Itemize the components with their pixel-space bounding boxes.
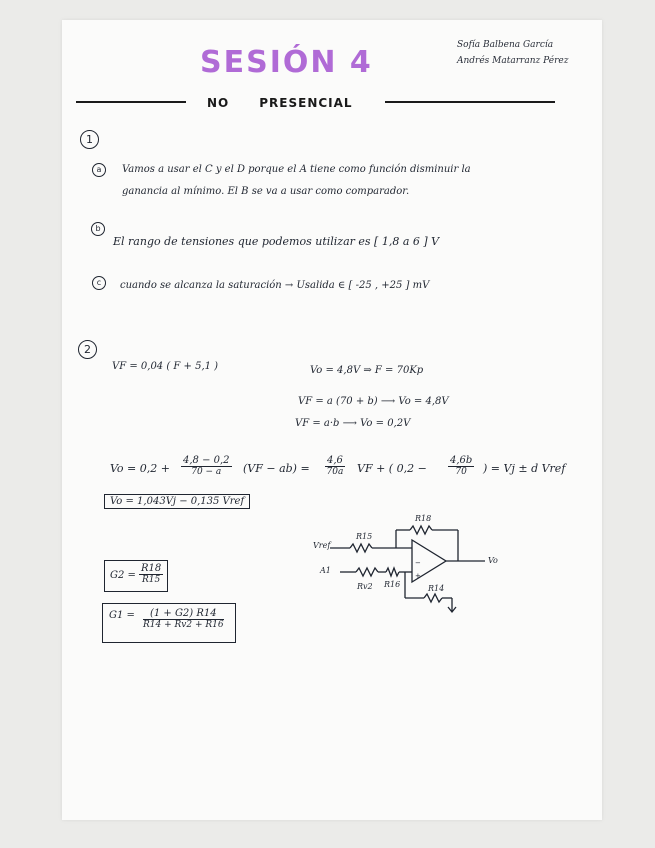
g2-label: G2 = [110, 570, 136, 581]
r15-label: R15 [356, 532, 373, 541]
r15-resistor [350, 544, 372, 552]
part-c-marker: c [92, 276, 106, 290]
r16-label: R16 [384, 580, 401, 589]
fraction-3-numerator: 4,6b [450, 455, 473, 466]
vf-equation: VF = 0,04 ( F + 5,1 ) [112, 361, 219, 372]
subtitle-word-presencial: PRESENCIAL [259, 96, 353, 110]
vf-equation-3: VF = a·b ⟶ Vo = 0,2V [295, 418, 411, 429]
r18-resistor [410, 526, 432, 534]
g2-numerator: R18 [141, 563, 162, 574]
subtitle-word-no: NO [207, 96, 230, 110]
long-eq-mid2: VF + ( 0,2 − [357, 462, 427, 475]
vo-label: Vo [488, 556, 498, 565]
part-a-line-1: Vamos a usar el C y el D porque el A tiene como función disminuir la [122, 164, 471, 175]
a1-label: A1 [320, 566, 331, 575]
noninverting-sign: + [415, 572, 421, 580]
page-title: SESIÓN 4 [200, 45, 373, 80]
fraction-3-denominator: 70 [455, 467, 467, 477]
vo-given: Vo = 4,8V ⇒ F = 70Kp [310, 365, 424, 376]
inverting-sign: − [415, 559, 421, 567]
fraction-2-denominator: 70a [326, 467, 344, 477]
part-a-line-2: ganancia al mínimo. El B se va a usar como comparador. [122, 186, 410, 197]
part-b-marker: b [91, 222, 105, 236]
rv2-label: Rv2 [357, 582, 373, 591]
r14-resistor [424, 594, 442, 602]
vf-equation-2: VF = a (70 + b) ⟶ Vo = 4,8V [298, 396, 449, 407]
section-2-number: 2 [78, 340, 97, 359]
r16-resistor [386, 568, 399, 576]
part-b-text: El rango de tensiones que podemos utilizar es [ 1,8 a 6 ] V [113, 235, 440, 248]
boxed-vo-result: Vo = 1,043Vj − 0,135 Vref [104, 494, 250, 509]
part-a-marker: a [92, 163, 106, 177]
author-name-1: Sofía Balbena García [457, 40, 554, 50]
long-eq-end: ) = Vj ± d Vref [483, 462, 566, 475]
rv2-resistor [356, 568, 378, 576]
part-c-text: cuando se alcanza la saturación → Usalida ∈ [ -25 , +25 ] mV [120, 280, 430, 291]
g1-label: G1 = [109, 610, 135, 621]
g1-denominator: R14 + Rv2 + R16 [143, 620, 224, 630]
long-eq-start: Vo = 0,2 + [110, 462, 170, 475]
author-name-2: Andrés Matarranz Pérez [457, 56, 569, 66]
section-1-number: 1 [80, 130, 99, 149]
g1-numerator: (1 + G2) R14 [143, 608, 224, 620]
g2-denominator: R15 [142, 575, 161, 585]
fraction-1-numerator: 4,8 − 0,2 [183, 455, 230, 466]
long-eq-mid: (VF − ab) = [243, 462, 310, 475]
fraction-1-denominator: 70 − a [191, 467, 222, 477]
r14-label: R14 [428, 584, 445, 593]
fraction-2-numerator: 4,6 [327, 455, 343, 466]
vref-label: Vref [313, 541, 331, 550]
r18-label: R18 [415, 514, 432, 523]
